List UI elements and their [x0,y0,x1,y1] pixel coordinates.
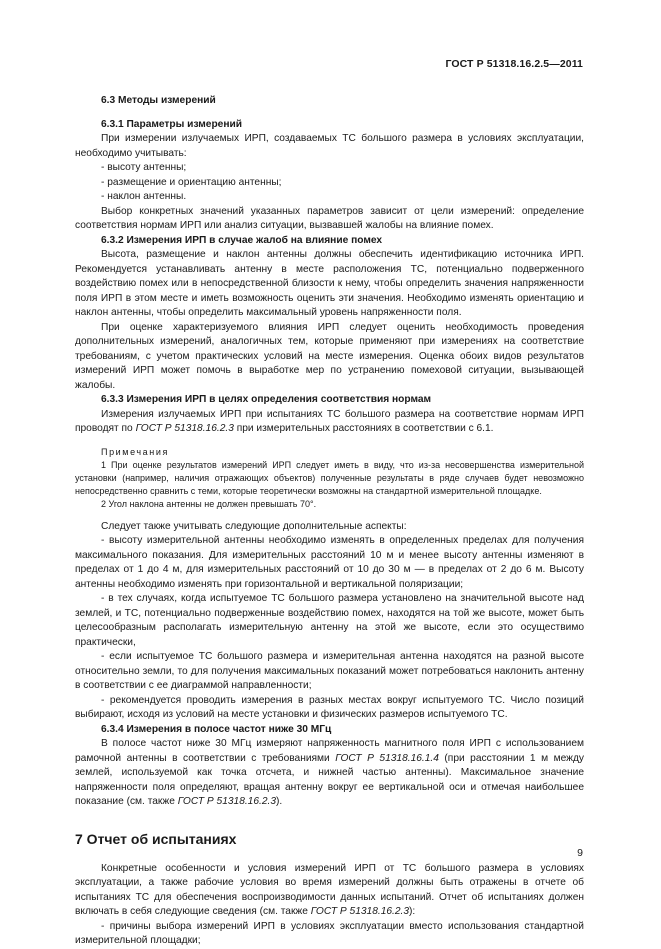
heading-7: 7 Отчет об испытаниях [75,830,237,847]
paragraph: Конкретные особенности и условия измерений ИРП от ТС большого размера в условиях эксплуатации, а также рабочие условия во время измерений должны быть отражены в отчете об испытаниях ТС для обеспечения воспроизводимости данных испытаний. Отчет об испытаниях должен включать в себя следующие сведения (см. также ГОСТ Р 51318.16.2.3): [75,862,584,917]
heading-6-3: 6.3 Методы измерений [101,95,216,106]
document-body [75,92,584,949]
note-2: 2 Угол наклона антенны не должен превышать 70°. [101,498,317,509]
heading-6-3-1: 6.3.1 Параметры измерений [101,118,243,130]
list-item: - рекомендуется проводить измерения в разных местах вокруг испытуемого ТС. Число позиций выбирают, исходя из условий на месте установки и физических размеров испытуемого ТС. [75,694,584,720]
list-item: - высоту измерительной антенны необходимо изменять в определенных пределах для получения максимального показания. Для измерительных расстояний 10 м и менее высоту антенны изменяют в пределах от 1 до 4 м, для измерительных расстояний от 10 до 30 м — в пределах от 2 до 6 м. Высоту антенны необходимо изменять при горизонтальной и вертикальной поляризации; [75,535,584,590]
paragraph: Следует также учитывать следующие дополнительные аспекты: [101,520,407,532]
paragraph: Измерения излучаемых ИРП при испытаниях ТС большого размера на соответствие нормам ИРП проводят по ГОСТ Р 51318.16.2.3 при измерительных расстояниях в соответствии с 6.1. [75,408,584,434]
list-item: - в тех случаях, когда испытуемое ТС большого размера установлено на значительной высоте над землей, и ТС, потенциально подверженные воздействию помех, находятся на той же высоте, может быть целесообразным располагать измерительную антенну на этой же высоте, если это осуществимо практически, [75,593,584,648]
page-number: 9 [577,847,583,859]
paragraph: При измерении излучаемых ИРП, создаваемых ТС большого размера в условиях эксплуатации, необходимо учитывать: [75,133,584,159]
list-item: - высоту антенны; [101,162,187,173]
paragraph: При оценке характеризуемого влияния ИРП следует оценить необходимость проведения дополнительных измерений, аналогичных тем, которые применяют при измерениях на соответствие требованиям, с учетом практических условий на месте измерения. Оценка обоих видов результатов измерений ИРП может помочь в выработке мер по устранению помеховой ситуации, вызывающей жалобы. [75,321,584,391]
paragraph: В полосе частот ниже 30 МГц измеряют напряженность магнитного поля ИРП с использованием рамочной антенны в соответствии с требованиями ГОСТ Р 51318.16.1.4 (при расстоянии 1 м между землей, используемой как точка отсчета, и нижней частью антенны). Максимальное значение напряженности поля определяют, вращая антенну вокруг ее вертикальной оси и отмечая наибольшее показание (см. также ГОСТ Р 51318.16.2.3). [75,738,585,807]
notes-header: Примечания [101,446,169,457]
note-1: 1 При оценке результатов измерений ИРП следует иметь в виду, что из-за несовершенства измерительной установки (например, наличия отражающих объектов) полученные результаты в ряде случаев будет невозможно непосредственно сравнить с теми, которые теоретически возможны на стандартной измерительной площадке. [75,459,584,496]
standard-reference: ГОСТ Р 51318.16.2.3 [177,796,277,807]
list-item: - причины выбора измерений ИРП в условиях эксплуатации вместо использования стандартной измерительной площадки; [75,920,584,946]
heading-6-3-4: 6.3.4 Измерения в полосе частот ниже 30 МГц [101,723,332,735]
heading-6-3-2: 6.3.2 Измерения ИРП в случае жалоб на влияние помех [101,234,383,246]
paragraph: Выбор конкретных значений указанных параметров зависит от цели измерений: определение соответствия нормам ИРП или анализ ситуации, вызвавшей жалобы на влияние помех. [75,205,584,231]
list-item: - размещение и ориентацию антенны; [101,176,282,188]
standard-reference: ГОСТ Р 51318.16.2.3 [135,423,234,434]
list-item: - наклон антенны. [101,191,187,202]
document-code: ГОСТ Р 51318.16.2.5—2011 [445,58,583,70]
standard-reference: ГОСТ Р 51318.16.1.4 [335,752,439,764]
standard-reference: ГОСТ Р 51318.16.2.3 [310,906,410,917]
list-item: - если испытуемое ТС большого размера и измерительная антенна находятся на разной высоте относительно земли, то для получения максимальных показаний может потребоваться наклонить антенну в соответствии с ее диаграммой направленности; [75,651,584,691]
heading-6-3-3: 6.3.3 Измерения ИРП в целях определения соответствия нормам [101,394,432,405]
paragraph: Высота, размещение и наклон антенны должны обеспечить идентификацию источника ИРП. Рекомендуется устанавливать антенну в месте расположения ТС, потенциально подверженного воздействию помех или в непосредственной близости к нему, чтобы определить значения напряженности поля ИРП в этом месте и иметь возможность оценить эти значения. Необходимо изменять ориентацию и наклон антенны, чтобы определить максимальный уровень напряженности поля. [75,249,584,318]
